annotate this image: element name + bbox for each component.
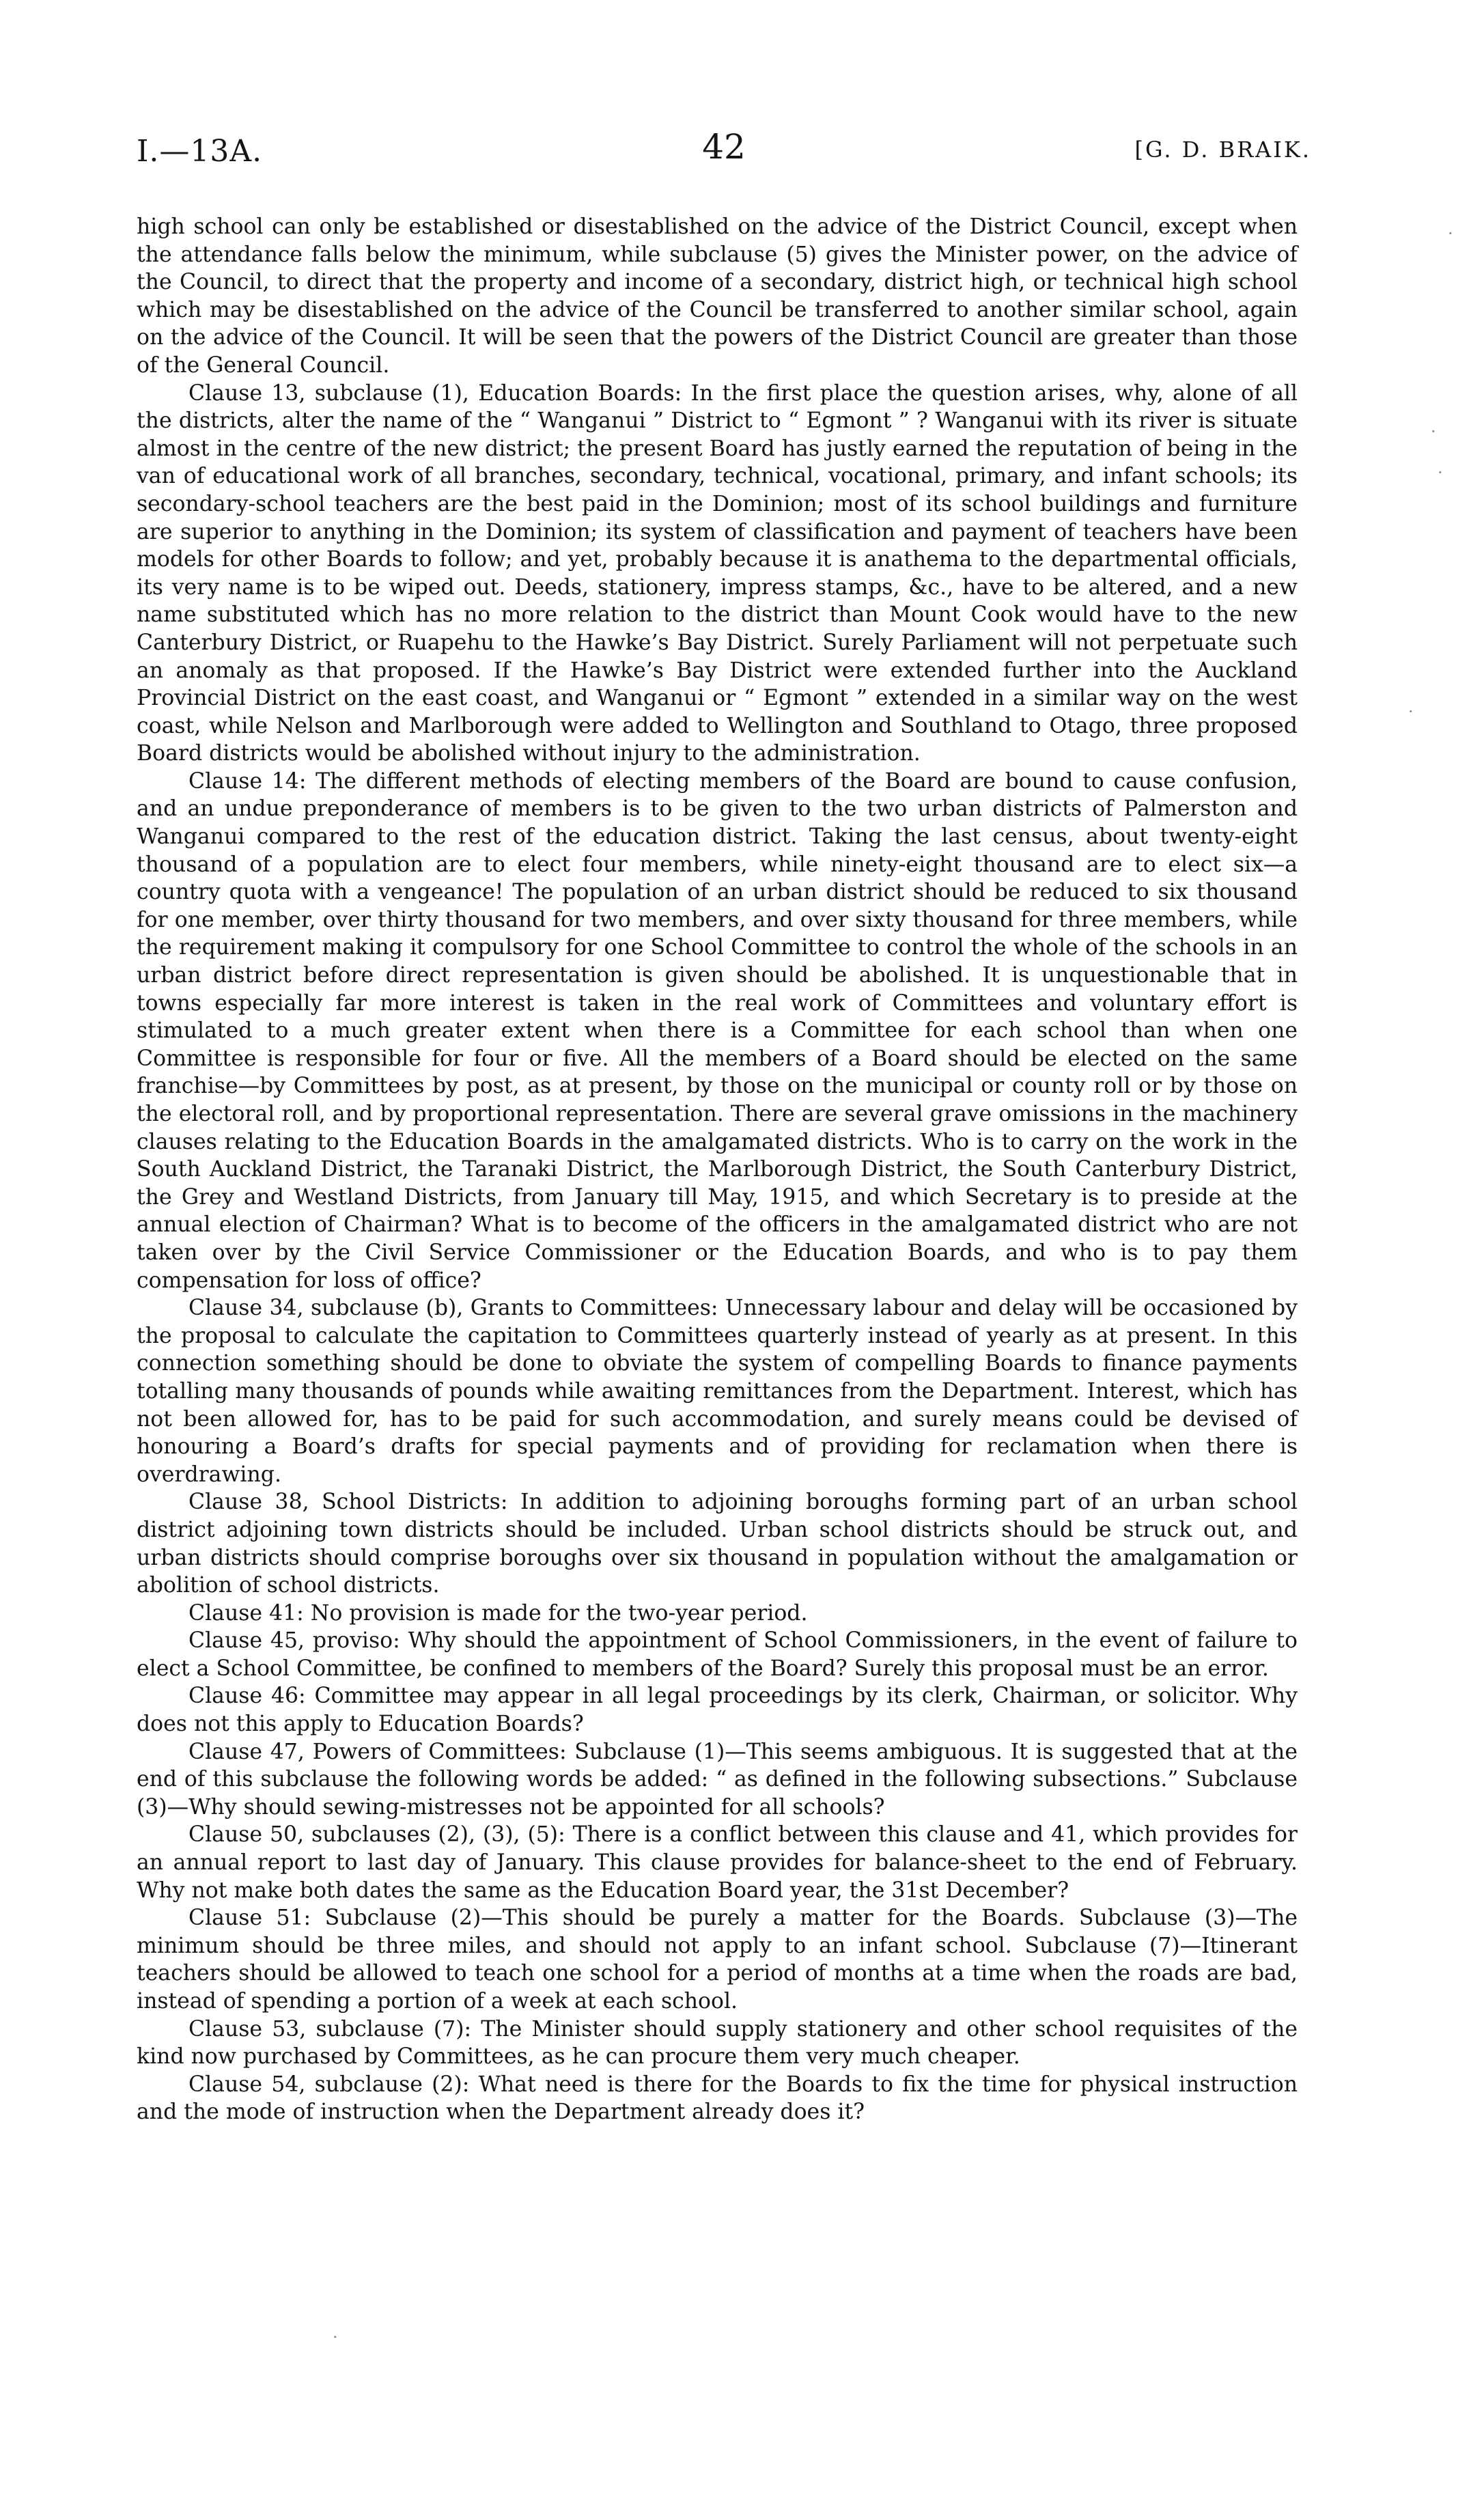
paragraph-clause-53: Clause 53, subclause (7): The Minister should supply stationery and other school requisites of the kind now purchased by Committees, as he can procure them very much cheaper. bbox=[137, 2016, 1298, 2070]
witness-name: [G. D. BRAIK. bbox=[1134, 137, 1311, 163]
scan-mark: · bbox=[1448, 224, 1453, 243]
paragraph-clause-45: Clause 45, proviso: Why should the appointment of School Commissioners, in the event of failure to elect a School Committee, be confined to members of the Board? Surely this proposal must be an error. bbox=[137, 1628, 1298, 1681]
page-header bbox=[137, 127, 1311, 175]
document-reference: I.—13A. bbox=[137, 134, 263, 169]
body-text bbox=[137, 213, 1298, 2126]
scan-mark: · bbox=[333, 2328, 338, 2347]
paragraph-clause-34: Clause 34, subclause (b), Grants to Committees: Unnecessary labour and delay will be occasioned by the proposal to calculate the capitation to Committees quarterly instead of yearly as at present. In this connection something should be done to obviate the system of compelling Boards to finance payments totalling many thousands of pounds while awaiting remittances from the Department. Interest, which has not been allowed for, has to be paid for such accommodation, and surely means could be devised of honouring a Board’s drafts for special payments and of providing for reclamation when there is overdrawing. bbox=[137, 1296, 1298, 1487]
paragraph-clause-13: Clause 13, subclause (1), Education Boards: In the first place the question arises, why, alone of all the districts, alter the name of the “ Wanganui ” District to “ Egmont ” ? Wanganui with its river is situate almost in the centre of the new district; the present Board has justly earned the reputation of being in the van of educational work of all branches, secondary, technical, vocational, primary, and infant schools; its secondary-school teachers are the best paid in the Dominion; most of its school buildings and furniture are superior to anything in the Dominion; its system of classification and payment of teachers have been models for other Boards to follow; and yet, probably because it is anathema to the departmental officials, its very name is to be wiped out. Deeds, stationery, impress stamps, &c., have to be altered, and a new name substituted which has no more relation to the district than Mount Cook would have to the new Canterbury District, or Ruapehu to the Hawke’s Bay District. Surely Parliament will not perpetuate such an anomaly as that proposed. If the Hawke’s Bay District were extended further into the Auckland Provincial District on the east coast, and Wanganui or “ Egmont ” extended in a similar way on the west coast, while Nelson and Marlborough were added to Wellington and Southland to Otago, three proposed Board districts would be abolished without injury to the administration. bbox=[137, 380, 1298, 766]
page-number: 42 bbox=[702, 127, 746, 167]
paragraph-clause-41: Clause 41: No provision is made for the two-year period. bbox=[188, 1600, 808, 1626]
paragraph-clause-14: Clause 14: The different methods of electing members of the Board are bound to cause confusion, and an undue preponderance of members is to be given to the two urban districts of Palmerston and Wanganui compared to the rest of the education district. Taking the last census, about twenty-eight thousand of a population are to elect four members, while ninety-eight thousand are to elect six—a country quota with a vengeance! The population of an urban district should be reduced to six thousand for one member, over thirty thousand for two members, and over sixty thousand for three members, while the requirement making it compulsory for one School Committee to control the whole of the schools in an urban district before direct representation is given should be abolished. It is unquestionable that in towns especially far more interest is taken in the real work of Committees and voluntary effort is stimulated to a much greater extent when there is a Committee for each school than when one Committee is responsible for four or five. All the members of a Board should be elected on the same franchise—by Committees by post, as at present, by those on the municipal or county roll or by those on the electoral roll, and by proportional representation. There are several grave omissions in the machinery clauses relating to the Education Boards in the amalgamated districts. Who is to carry on the work in the South Auckland District, the Taranaki District, the Marlborough District, the South Canterbury District, the Grey and Westland Districts, from January till May, 1915, and which Secretary is to preside at the annual election of Chairman? What is to become of the officers in the amalgamated district who are not taken over by the Civil Service Commissioner or the Education Boards, and who is to pay them compensation for loss of office? bbox=[137, 768, 1298, 1293]
paragraph-clause-46: Clause 46: Committee may appear in all legal proceedings by its clerk, Chairman, or solicitor. Why does not this apply to Education Boards? bbox=[137, 1684, 1298, 1737]
paragraph-clause-38: Clause 38, School Districts: In addition to adjoining boroughs forming part of an urban school district adjoining town districts should be included. Urban school districts should be struck out, and urban districts should comprise boroughs over six thousand in population without the amalgamation or abolition of school districts. bbox=[137, 1490, 1298, 1598]
paragraph-clause-47: Clause 47, Powers of Committees: Subclause (1)—This seems ambiguous. It is suggested that at the end of this subclause the following words be added: “ as defined in the following subsections.” Subclause (3)—Why should sewing-mistresses not be appointed for all schools? bbox=[137, 1739, 1298, 1820]
scan-mark: · bbox=[1438, 463, 1443, 482]
paragraph-clause-54: Clause 54, subclause (2): What need is there for the Boards to fix the time for physical instruction and the mode of instruction when the Department already does it? bbox=[137, 2072, 1298, 2125]
scan-mark: · bbox=[1431, 422, 1436, 441]
scan-mark: · bbox=[1408, 702, 1414, 721]
paragraph-clause-51: Clause 51: Subclause (2)—This should be purely a matter for the Boards. Subclause (3)—The minimum should be three miles, and should not apply to an infant school. Subclause (7)—Itinerant teachers should be allowed to teach one school for a period of months at a time when the roads are bad, instead of spending a portion of a week at each school. bbox=[137, 1906, 1298, 2014]
paragraph-continuation: high school can only be established or disestablished on the advice of the District Council, except when the attendance falls below the minimum, while subclause (5) gives the Minister power, on the advice of the Council, to direct that the property and income of a secondary, district high, or technical high school which may be disestablished on the advice of the Council be transferred to another similar school, again on the advice of the Council. It will be seen that the powers of the District Council are greater than those of the General Council. bbox=[137, 214, 1298, 378]
paragraph-clause-50: Clause 50, subclauses (2), (3), (5): There is a conflict between this clause and 41, which provides for an annual report to last day of January. This clause provides for balance-sheet to the end of February. Why not make both dates the same as the Education Board year, the 31st December? bbox=[137, 1822, 1298, 1903]
